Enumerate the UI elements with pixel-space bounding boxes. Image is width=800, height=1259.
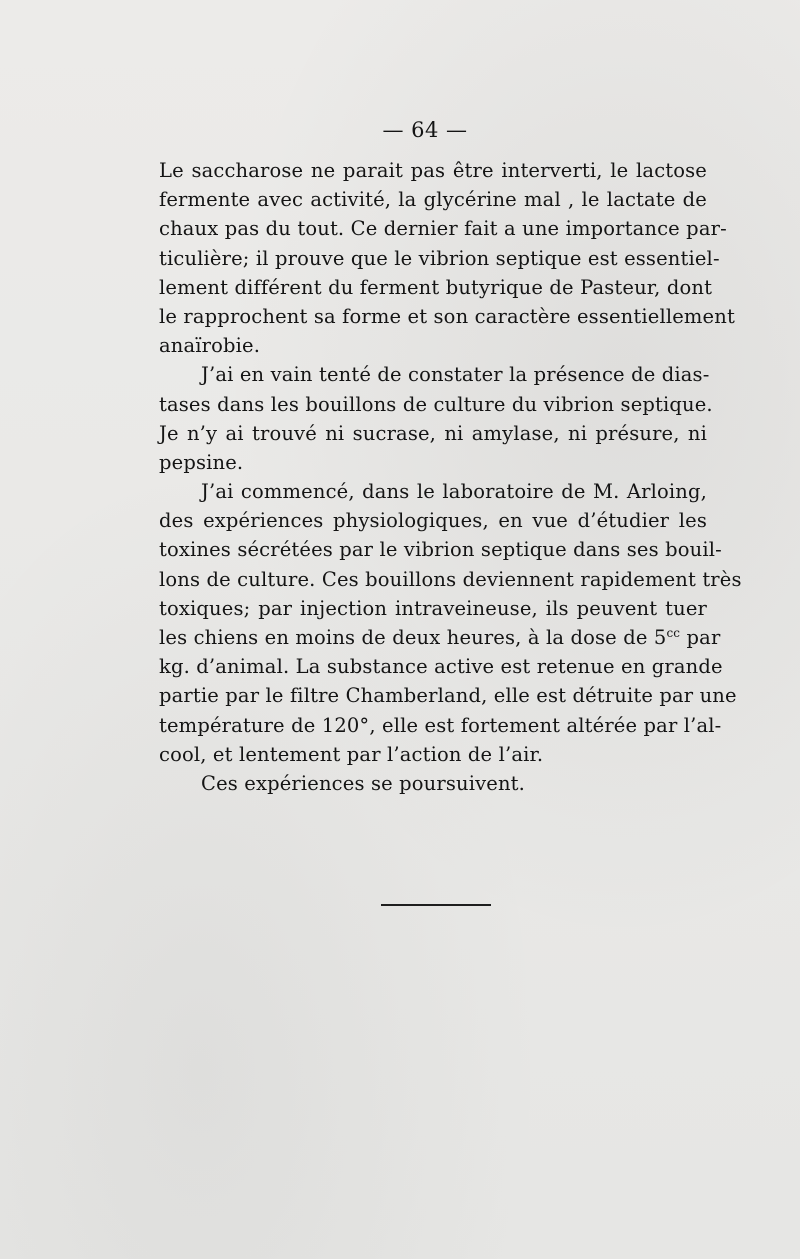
text-line: toxines sécrétées par le vibrion septique dans ses bouil- xyxy=(159,538,722,562)
text-line: tases dans les bouillons de culture du vibrion septique. xyxy=(159,392,713,416)
section-end-rule xyxy=(381,904,491,906)
text-line: des expériences physiologiques, en vue d’étudier les xyxy=(159,509,707,533)
text-line: lons de culture. Ces bouillons deviennent rapidement très xyxy=(159,567,742,591)
text-line: partie par le filtre Chamberland, elle est détruite par une xyxy=(159,684,737,708)
text-line: kg. d’animal. La substance active est retenue en grande xyxy=(159,655,723,679)
text-line-with-superscript xyxy=(159,623,721,652)
text-line: anaïrobie. xyxy=(159,334,261,358)
text-line: cool, et lentement par l’action de l’air. xyxy=(159,742,544,766)
body-text xyxy=(159,156,742,798)
text-line: J’ai commencé, dans le laboratoire de M. Arloing, xyxy=(201,480,707,504)
text-fragment: par xyxy=(680,626,721,649)
text-line: J’ai en vain tenté de constater la présence de dias- xyxy=(201,363,710,387)
text-line: le rapprochent sa forme et son caractère essentiellement xyxy=(159,304,735,328)
text-line: Je n’y ai trouvé ni sucrase, ni amylase, ni présure, ni xyxy=(159,421,707,445)
page-number: — 64 — xyxy=(382,118,468,142)
text-line: lement différent du ferment butyrique de Pasteur, dont xyxy=(159,275,713,299)
text-line: température de 120°, elle est fortement altérée par l’al- xyxy=(159,713,722,737)
superscript-unit: cc xyxy=(666,626,681,640)
text-line: fermente avec activité, la glycérine mal , le lactate de xyxy=(159,188,707,212)
text-fragment: les chiens en moins de deux heures, à la dose de 5 xyxy=(159,626,667,649)
text-line: toxiques; par injection intraveineuse, ils peuvent tuer xyxy=(159,596,707,620)
text-line: chaux pas du tout. Ce dernier fait a une importance par- xyxy=(159,217,727,241)
text-line: pepsine. xyxy=(159,450,244,474)
text-line: Le saccharose ne parait pas être interverti, le lactose xyxy=(159,159,707,182)
text-line: ticulière; il prouve que le vibrion septique est essentiel- xyxy=(159,246,720,270)
text-line: Ces expériences se poursuivent. xyxy=(201,771,526,795)
